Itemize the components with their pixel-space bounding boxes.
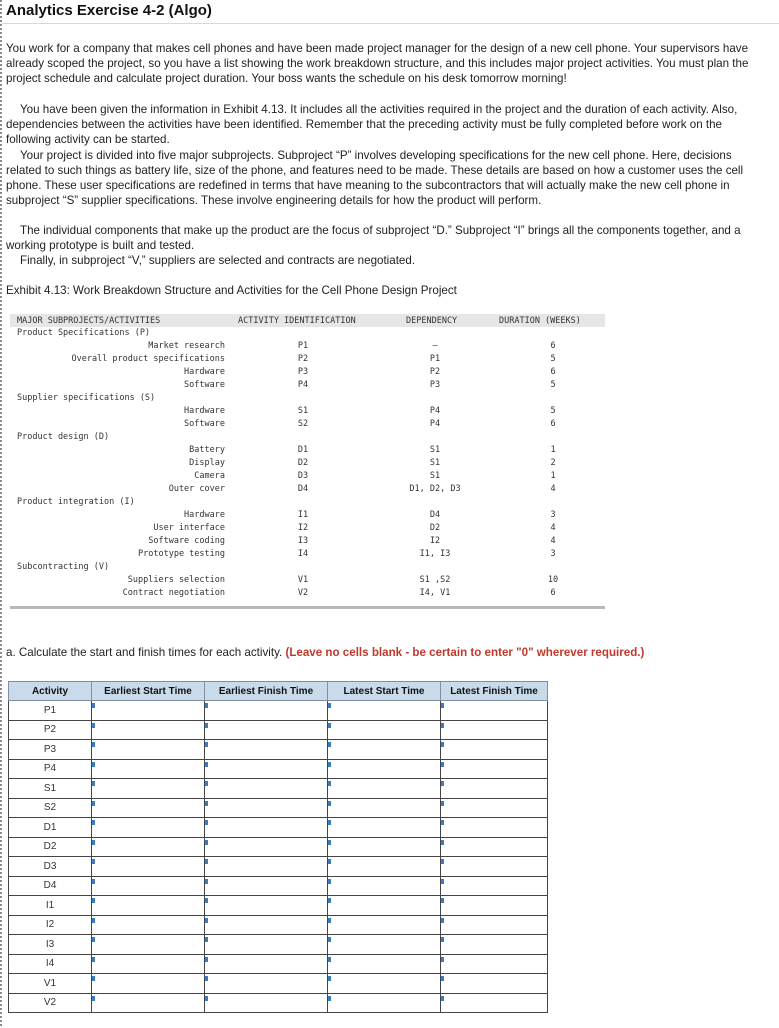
latest-finish-input[interactable] [441,896,548,916]
latest-finish-input[interactable] [441,935,548,955]
wbs-activity-row: Market research P1 – 6 [148,341,556,351]
latest-finish-input[interactable] [441,701,548,721]
wbs-activity-row: Contract negotiation V2 I4, V1 6 [122,588,556,598]
earliest-finish-input[interactable] [205,993,328,1013]
table-row [9,915,548,935]
latest-start-input[interactable] [328,974,441,994]
wbs-header-duration: DURATION (WEEKS) [499,316,581,326]
latest-start-input[interactable] [328,915,441,935]
activity-cell: P1 [9,701,92,721]
activity-cell: D1 [9,818,92,838]
latest-start-input[interactable] [328,935,441,955]
answer-table [8,681,548,1013]
table-row [9,974,548,994]
table-row [9,857,548,877]
activity-cell: V1 [9,974,92,994]
earliest-finish-input[interactable] [205,857,328,877]
earliest-start-input[interactable] [92,759,205,779]
activity-cell: S2 [9,798,92,818]
table-row [9,798,548,818]
wbs-category-row: Product integration (I) [17,497,135,507]
wbs-activity-row: Camera D3 S1 1 [194,471,556,481]
paragraph-exhibit-info: You have been given the information in Exhibit 4.13. It includes all the activities required in the project and the duration of each activity. Also, dependencies between the activities have been identified. Remember that the preceding activity must be fully completed before work on the following activity can be started. [6,103,738,147]
earliest-start-input[interactable] [92,954,205,974]
latest-start-input[interactable] [328,896,441,916]
earliest-finish-input[interactable] [205,818,328,838]
earliest-start-input[interactable] [92,896,205,916]
activity-cell: V2 [9,993,92,1013]
wbs-category-row: Subcontracting (V) [17,562,110,572]
earliest-start-input[interactable] [92,974,205,994]
earliest-start-input[interactable] [92,720,205,740]
table-row [9,701,548,721]
latest-finish-input[interactable] [441,974,548,994]
wbs-activity-row: Battery D1 S1 1 [189,445,556,455]
earliest-finish-input[interactable] [205,896,328,916]
latest-finish-input[interactable] [441,720,548,740]
earliest-finish-input[interactable] [205,740,328,760]
latest-finish-input[interactable] [441,740,548,760]
table-row [9,720,548,740]
earliest-start-input[interactable] [92,993,205,1013]
table-row [9,876,548,896]
earliest-start-input[interactable] [92,837,205,857]
wbs-category-row: Product Specifications (P) [17,328,151,338]
wbs-activity-row: Software S2 P4 6 [184,419,556,429]
activity-cell: I2 [9,915,92,935]
wbs-header-activity: ACTIVITY IDENTIFICATION [238,316,356,326]
latest-start-input[interactable] [328,876,441,896]
wbs-activity-row: Hardware I1 D4 3 [184,510,556,520]
activity-cell: I3 [9,935,92,955]
wbs-activity-row: Hardware P3 P2 6 [184,367,556,377]
wbs-exhibit-table [10,314,605,612]
wbs-activity-row: Prototype testing I4 I1, I3 3 [138,549,556,559]
earliest-finish-input[interactable] [205,954,328,974]
earliest-start-input[interactable] [92,740,205,760]
earliest-start-input[interactable] [92,818,205,838]
latest-finish-input[interactable] [441,954,548,974]
question-requirement: (Leave no cells blank - be certain to enter "0" wherever required.) [285,646,645,659]
earliest-start-input[interactable] [92,857,205,877]
table-row [9,935,548,955]
col-latest-finish: Latest Finish Time [441,682,548,701]
wbs-header-major: MAJOR SUBPROJECTS/ACTIVITIES [17,316,161,326]
wbs-header-dependency: DEPENDENCY [406,316,458,326]
exhibit-caption: Exhibit 4.13: Work Breakdown Structure and Activities for the Cell Phone Design Project [6,284,457,297]
paragraph-intro: You work for a company that makes cell phones and have been made project manager for the design of a new cell phone. Your supervisors have already scoped the project, so you have a list showing the work breakdown structure, and this includes major project activities. You must plan the project schedule and calculate project duration. Your boss wants the schedule on his desk tomorrow morning! [6,42,749,86]
latest-finish-input[interactable] [441,818,548,838]
latest-start-input[interactable] [328,701,441,721]
latest-finish-input[interactable] [441,798,548,818]
earliest-finish-input[interactable] [205,837,328,857]
latest-start-input[interactable] [328,993,441,1013]
activity-cell: P3 [9,740,92,760]
latest-start-input[interactable] [328,818,441,838]
latest-start-input[interactable] [328,759,441,779]
earliest-start-input[interactable] [92,935,205,955]
earliest-start-input[interactable] [92,779,205,799]
earliest-finish-input[interactable] [205,779,328,799]
activity-cell: I1 [9,896,92,916]
latest-finish-input[interactable] [441,837,548,857]
earliest-start-input[interactable] [92,876,205,896]
earliest-finish-input[interactable] [205,759,328,779]
wbs-header-row [10,314,605,327]
activity-cell: D3 [9,857,92,877]
latest-finish-input[interactable] [441,759,548,779]
earliest-finish-input[interactable] [205,798,328,818]
earliest-finish-input[interactable] [205,720,328,740]
paragraph-subcontracting: Finally, in subproject “V,” suppliers are selected and contracts are negotiated. [20,254,416,267]
latest-finish-input[interactable] [441,876,548,896]
wbs-activity-row: Overall product specifications P2 P1 5 [71,354,556,364]
earliest-finish-input[interactable] [205,935,328,955]
table-row [9,993,548,1013]
latest-start-input[interactable] [328,740,441,760]
title-divider [2,23,779,24]
activity-cell: S1 [9,779,92,799]
wbs-bottom-rule [10,606,605,609]
earliest-finish-input[interactable] [205,915,328,935]
wbs-activity-row: Suppliers selection V1 S1 ,S2 10 [127,575,559,585]
wbs-activity-row: Outer cover D4 D1, D2, D3 4 [168,484,556,494]
table-row [9,818,548,838]
question-a [6,646,644,659]
left-margin-dotted-border [0,0,2,1028]
table-row [9,896,548,916]
table-row [9,779,548,799]
wbs-activity-row: Software coding I3 I2 4 [148,536,556,546]
table-row [9,740,548,760]
latest-finish-input[interactable] [441,915,548,935]
earliest-finish-input[interactable] [205,974,328,994]
paragraph-components: The individual components that make up the product are the focus of subproject “D.” Subproject “I” brings all the components together, and a working prototype is built and tested. [6,224,741,253]
earliest-start-input[interactable] [92,701,205,721]
wbs-category-row: Product design (D) [17,432,110,442]
answer-header-row [9,682,548,701]
page-title: Analytics Exercise 4-2 (Algo) [6,2,212,19]
activity-cell: I4 [9,954,92,974]
col-latest-start: Latest Start Time [328,682,441,701]
activity-cell: D4 [9,876,92,896]
activity-cell: D2 [9,837,92,857]
wbs-category-row: Supplier specifications (S) [17,393,156,403]
col-earliest-finish: Earliest Finish Time [205,682,328,701]
col-earliest-start: Earliest Start Time [92,682,205,701]
wbs-activity-row: Hardware S1 P4 5 [184,406,556,416]
table-row [9,759,548,779]
wbs-activity-row: Display D2 S1 2 [189,458,556,468]
latest-finish-input[interactable] [441,857,548,877]
earliest-finish-input[interactable] [205,876,328,896]
latest-start-input[interactable] [328,779,441,799]
latest-start-input[interactable] [328,857,441,877]
latest-start-input[interactable] [328,837,441,857]
col-activity: Activity [9,682,92,701]
activity-cell: P4 [9,759,92,779]
table-row [9,837,548,857]
latest-finish-input[interactable] [441,993,548,1013]
paragraph-subprojects: Your project is divided into five major subprojects. Subproject “P” involves developing specifications for the new cell phone. Here, decisions related to such things as battery life, size of the phone, and features need to be made. These details are based on how a customer uses the cell phone. These user specifications are redefined in terms that have meaning to the subcontractors that will actually make the new cell phone in subproject “S” supplier specifications. These involve engineering details for how the product will perform. [6,149,744,208]
wbs-activity-row: User interface I2 D2 4 [153,523,556,533]
latest-finish-input[interactable] [441,779,548,799]
earliest-start-input[interactable] [92,798,205,818]
earliest-start-input[interactable] [92,915,205,935]
earliest-finish-input[interactable] [205,701,328,721]
latest-start-input[interactable] [328,798,441,818]
latest-start-input[interactable] [328,720,441,740]
activity-cell: P2 [9,720,92,740]
wbs-activity-row: Software P4 P3 5 [184,380,556,390]
question-label: a. Calculate the start and finish times for each activity. [6,646,283,659]
latest-start-input[interactable] [328,954,441,974]
table-row [9,954,548,974]
